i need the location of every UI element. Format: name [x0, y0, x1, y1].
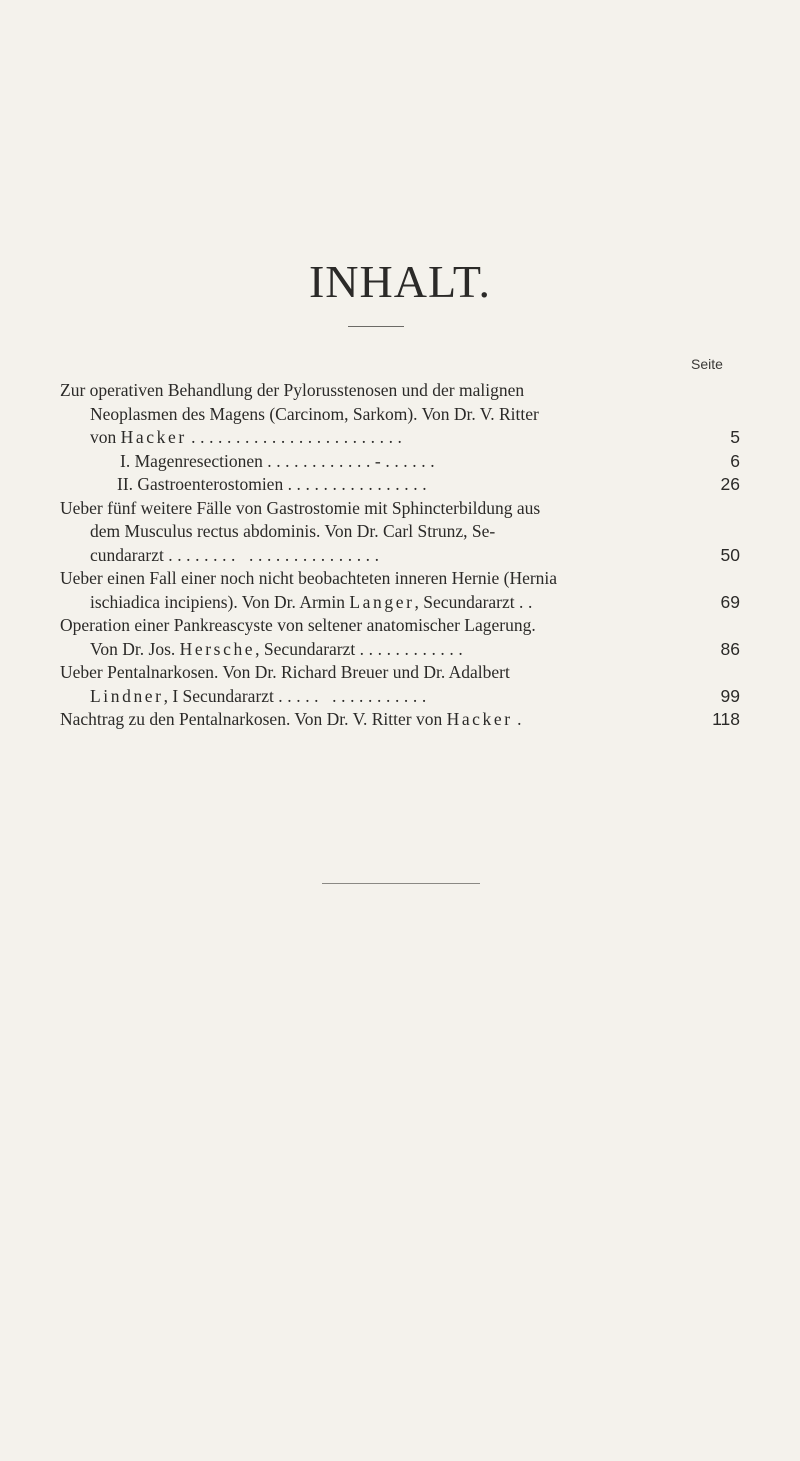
- leader-dots: ............: [359, 638, 468, 659]
- page-number: 6: [730, 450, 740, 471]
- page-number: 86: [720, 638, 740, 659]
- toc-line: von Hacker ........................: [90, 427, 407, 447]
- toc-line: I. Magenresectionen ............-......: [120, 450, 440, 471]
- leader-dots: .: [517, 709, 527, 729]
- toc-line: II. Gastroenterostomien ................: [117, 474, 432, 494]
- toc-line: Ueber einen Fall einer noch nicht beobachteten inneren Hernie (Hernia: [60, 568, 558, 588]
- toc-line: Nachtrag zu den Pentalnarkosen. Von Dr. V. Ritter von Hacker .: [60, 709, 527, 729]
- toc-line: Lindner, I Secundararzt ..... ...........: [90, 685, 431, 706]
- page-number: 5: [730, 427, 740, 447]
- toc-line: ischiadica incipiens). Von Dr. Armin Langer, Secundararzt ..: [90, 591, 537, 612]
- page-title: INHALT.: [308, 256, 492, 307]
- leader-dots: ........ ...............: [168, 544, 384, 565]
- toc-line: cundararzt ........ ...............: [90, 544, 384, 565]
- page-number: 118: [712, 709, 740, 729]
- toc-line: Ueber Pentalnarkosen. Von Dr. Richard Breuer und Dr. Adalbert: [60, 662, 510, 682]
- page-number: 99: [720, 685, 740, 706]
- toc-line: Ueber fünf weitere Fälle von Gastrostomie mit Sphincterbildung aus: [60, 497, 541, 518]
- page-number: 69: [720, 591, 740, 612]
- toc-line: Neoplasmen des Magens (Carcinom, Sarkom). Von Dr. V. Ritter: [90, 403, 539, 424]
- page-number: 50: [720, 544, 740, 565]
- author-name: Hacker: [446, 709, 513, 729]
- leader-dots: ........................: [191, 427, 407, 447]
- closing-divider: [322, 883, 480, 884]
- title-divider: [348, 326, 404, 327]
- leader-dots: ..... ...........: [278, 685, 431, 706]
- toc-line: dem Musculus rectus abdominis. Von Dr. Carl Strunz, Se-: [90, 521, 496, 541]
- page-number: 26: [720, 474, 740, 494]
- toc-line: Zur operativen Behandlung der Pylorusstenosen und der malignen: [60, 380, 525, 400]
- toc-line: Von Dr. Jos. Hersche, Secundararzt ............: [90, 638, 468, 659]
- author-name: Langer: [349, 591, 415, 612]
- author-name: Lindner: [90, 685, 164, 706]
- leader-dots: ..: [519, 591, 537, 612]
- leader-dots: ............-......: [267, 450, 440, 471]
- toc-line: Operation einer Pankreascyste von seltener anatomischer Lagerung.: [60, 615, 536, 635]
- author-name: Hacker: [120, 427, 187, 447]
- page-column-label: Seite: [691, 356, 723, 372]
- author-name: Hersche: [179, 638, 256, 659]
- leader-dots: ................: [287, 474, 432, 494]
